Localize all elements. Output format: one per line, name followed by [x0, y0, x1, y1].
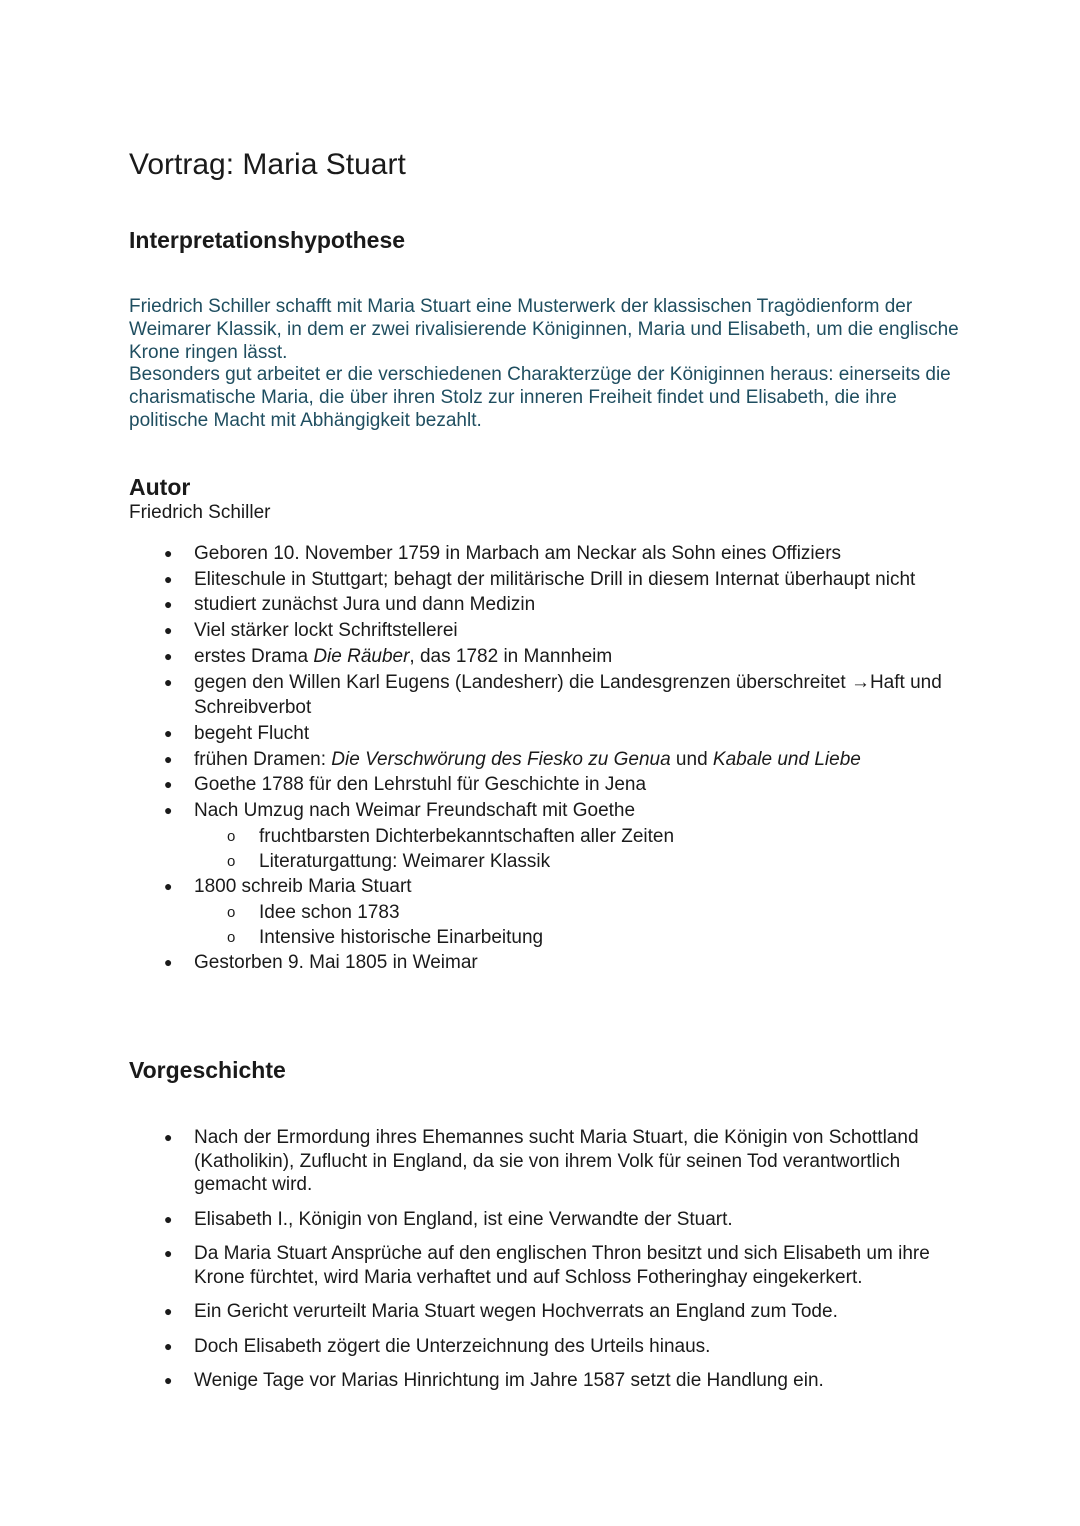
bullet-icon: ●: [164, 647, 173, 664]
list-item: ● Wenige Tage vor Marias Hinrichtung im Jahre 1587 setzt die Handlung ein.: [164, 1370, 824, 1391]
sub-list: [194, 824, 962, 874]
hypothesis-paragraph-2: Besonders gut arbeitet er die verschiedenen Charakterzüge der Königinnen heraus: einerseits die charismatische Maria, die über ihren Stolz zur inneren Freiheit findet und Elisabeth, die ihre politische Macht mit Abhängigkeit bezahlt.: [129, 364, 951, 431]
bullet-icon: ●: [164, 545, 173, 561]
author-heading: Autor: [129, 474, 191, 500]
sub-list-item: o fruchtbarsten Dichterbekanntschaften aller Zeiten: [194, 824, 962, 849]
page-title: Vortrag: Maria Stuart: [129, 148, 406, 181]
list-item: ● gegen den Willen Karl Eugens (Landesherr) die Landesgrenzen überschreitet →Haft und Schreibverbot: [164, 671, 942, 719]
sub-list-item: o Intensive historische Einarbeitung: [194, 925, 962, 950]
author-name: Friedrich Schiller: [129, 502, 271, 523]
list-item: ● Geboren 10. November 1759 in Marbach am Neckar als Sohn eines Offiziers: [162, 541, 962, 567]
bullet-icon: ●: [164, 724, 173, 741]
bullet-icon: ●: [164, 750, 173, 767]
bullet-icon: ●: [164, 1372, 173, 1388]
list-item: ● Viel stärker lockt Schriftstellerei: [162, 618, 962, 644]
sub-list: [194, 900, 962, 950]
bullet-icon: ●: [164, 1210, 173, 1227]
list-item: ● Doch Elisabeth zögert die Unterzeichnung des Urteils hinaus.: [164, 1335, 711, 1357]
list-item: ● Goethe 1788 für den Lehrstuhl für Geschichte in Jena: [162, 772, 962, 798]
bullet-icon: ●: [164, 622, 173, 639]
background-list: [162, 1126, 962, 1404]
list-item: ● Nach Umzug nach Weimar Freundschaft mit Goethe o fruchtbarsten Dichterbekanntschaften aller Zeiten o Literaturgattung: Weimarer Klassik: [162, 798, 962, 874]
list-item: ● Elisabeth I., Königin von England, ist eine Verwandte der Stuart.: [164, 1208, 733, 1230]
bullet-icon: ●: [164, 673, 173, 690]
circle-bullet-icon: o: [227, 903, 236, 921]
author-list: [162, 541, 962, 976]
bullet-icon: ●: [164, 1245, 173, 1261]
background-heading: Vorgeschichte: [129, 1057, 286, 1083]
bullet-icon: ●: [164, 776, 173, 793]
list-item: ● Da Maria Stuart Ansprüche auf den englischen Thron besitzt und sich Elisabeth um ihre Krone fürchtet, wird Maria verhaftet und auf Schloss Fotheringhay eingekerkert.: [164, 1243, 930, 1288]
list-item: ● begeht Flucht: [162, 721, 962, 747]
list-item: ● Eliteschule in Stuttgart; behagt der militärische Drill in diesem Internat überhaupt nicht: [162, 567, 962, 593]
circle-bullet-icon: o: [227, 852, 236, 870]
sub-list-item: o Idee schon 1783: [194, 900, 962, 925]
list-item: ● Gestorben 9. Mai 1805 in Weimar: [162, 950, 962, 976]
hypothesis-paragraph-1: Friedrich Schiller schafft mit Maria Stuart eine Musterwerk der klassischen Tragödienform der Weimarer Klassik, in dem er zwei rivalisierende Königinnen, Maria und Elisabeth, um die englische Krone ringen lässt.: [129, 296, 959, 363]
list-item: ● studiert zunächst Jura und dann Medizin: [162, 592, 962, 618]
bullet-icon: ●: [164, 570, 173, 587]
hypothesis-text: [129, 296, 959, 433]
bullet-icon: ●: [164, 878, 173, 895]
bullet-icon: ●: [164, 1303, 173, 1319]
bullet-icon: ●: [164, 954, 173, 971]
list-item: ● frühen Dramen: Die Verschwörung des Fiesko zu Genua und Kabale und Liebe: [162, 747, 962, 773]
bullet-icon: ●: [164, 802, 173, 819]
list-item: ● 1800 schreib Maria Stuart o Idee schon 1783 o Intensive historische Einarbeitung: [162, 874, 962, 950]
circle-bullet-icon: o: [227, 929, 236, 947]
circle-bullet-icon: o: [227, 827, 236, 845]
sub-list-item: o Literaturgattung: Weimarer Klassik: [194, 849, 962, 874]
list-item: ● Nach der Ermordung ihres Ehemannes sucht Maria Stuart, die Königin von Schottland (Katholikin), Zuflucht in England, da sie von ihrem Volk für seinen Tod verantwortlich gemacht wird.: [164, 1127, 919, 1195]
bullet-icon: ●: [164, 1129, 173, 1145]
hypothesis-heading: Interpretationshypothese: [129, 227, 406, 253]
bullet-icon: ●: [164, 596, 173, 613]
list-item: ● erstes Drama Die Räuber, das 1782 in Mannheim: [162, 644, 962, 670]
bullet-icon: ●: [164, 1337, 173, 1354]
list-item: ● Ein Gericht verurteilt Maria Stuart wegen Hochverrats an England zum Tode.: [164, 1301, 838, 1322]
